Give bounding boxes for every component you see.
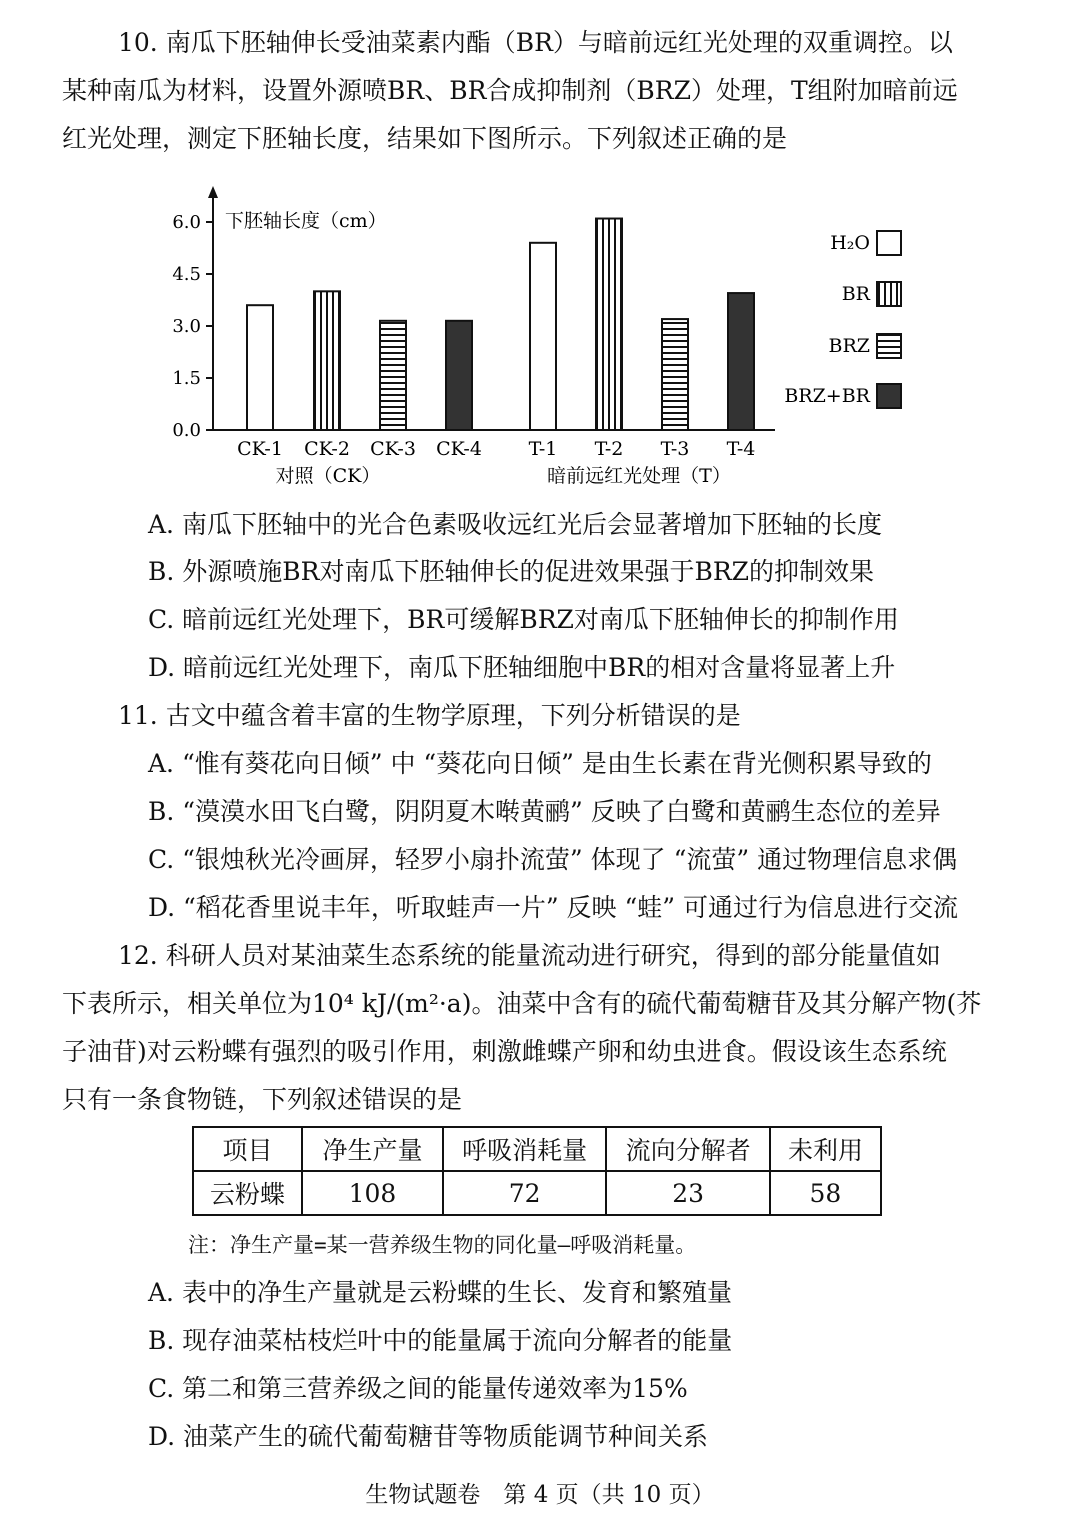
table-header-cell: 呼吸消耗量 bbox=[443, 1127, 606, 1171]
table-cell: 58 bbox=[770, 1171, 881, 1215]
group-label-t: 暗前远红光处理（T） bbox=[547, 465, 731, 487]
bar-ck-3 bbox=[380, 321, 406, 430]
page-footer: 生物试题卷 第 4 页（共 10 页） bbox=[365, 1482, 715, 1508]
legend-swatch bbox=[877, 231, 901, 255]
x-tick-label: CK-3 bbox=[370, 438, 416, 460]
q11-option-c: C. “银烛秋光冷画屏，轻罗小扇扑流萤” 体现了 “流萤” 通过物理信息求偶 bbox=[148, 845, 958, 874]
y-tick-label: 6.0 bbox=[172, 212, 201, 233]
table-cell: 23 bbox=[606, 1171, 769, 1215]
hypocotyl-bar-chart bbox=[150, 182, 930, 512]
table-header-cell: 净生产量 bbox=[302, 1127, 443, 1171]
bar-t-4 bbox=[728, 293, 754, 430]
q10-stem-line-2: 某种南瓜为材料，设置外源喷BR、BR合成抑制剂（BRZ）处理，T组附加暗前远 bbox=[62, 76, 958, 105]
y-tick-label: 1.5 bbox=[172, 368, 201, 389]
q10-stem-line-1: 10. 南瓜下胚轴伸长受油菜素内酯（BR）与暗前远红光处理的双重调控。以 bbox=[118, 28, 953, 57]
x-tick-label: CK-4 bbox=[436, 438, 482, 460]
q12-stem-line-3: 子油苷)对云粉蝶有强烈的吸引作用，刺激雌蝶产卵和幼虫进食。假设该生态系统 bbox=[62, 1037, 947, 1066]
table-note: 注：净生产量=某一营养级生物的同化量—呼吸消耗量。 bbox=[188, 1233, 697, 1257]
legend-label: BR bbox=[841, 283, 870, 305]
table-header-cell: 项目 bbox=[193, 1127, 302, 1171]
x-tick-label: T-3 bbox=[660, 438, 690, 460]
legend-swatch bbox=[877, 334, 901, 358]
bar-t-3 bbox=[662, 319, 688, 430]
table-header-cell: 流向分解者 bbox=[606, 1127, 769, 1171]
q12-stem-line-2: 下表所示，相关单位为10⁴ kJ/(m²·a)。油菜中含有的硫代葡萄糖苷及其分解产物(芥 bbox=[62, 989, 982, 1018]
q12-option-a: A. 表中的净生产量就是云粉蝶的生长、发育和繁殖量 bbox=[148, 1278, 732, 1307]
y-tick-label: 4.5 bbox=[172, 264, 201, 285]
table-cell: 72 bbox=[443, 1171, 606, 1215]
q10-option-c: C. 暗前远红光处理下，BR可缓解BRZ对南瓜下胚轴伸长的抑制作用 bbox=[148, 605, 899, 634]
q11-option-b: B. “漠漠水田飞白鹭，阴阴夏木啭黄鹂” 反映了白鹭和黄鹂生态位的差异 bbox=[148, 797, 941, 826]
legend-swatch bbox=[877, 282, 901, 306]
bar-ck-1 bbox=[247, 305, 273, 430]
q10-option-b: B. 外源喷施BR对南瓜下胚轴伸长的促进效果强于BRZ的抑制效果 bbox=[148, 557, 875, 586]
q10-option-d: D. 暗前远红光处理下，南瓜下胚轴细胞中BR的相对含量将显著上升 bbox=[148, 653, 896, 682]
table-row bbox=[193, 1171, 881, 1215]
q12-option-d: D. 油菜产生的硫代葡萄糖苷等物质能调节种间关系 bbox=[148, 1422, 709, 1451]
bar-t-2 bbox=[596, 219, 622, 430]
table-header-row bbox=[193, 1127, 881, 1171]
q12-stem-line-1: 12. 科研人员对某油菜生态系统的能量流动进行研究，得到的部分能量值如 bbox=[118, 941, 941, 970]
legend-label: BRZ bbox=[828, 335, 870, 357]
legend-label: H₂O bbox=[830, 232, 870, 254]
y-axis-arrow bbox=[208, 186, 218, 198]
x-tick-label: T-2 bbox=[594, 438, 624, 460]
q12-stem-line-4: 只有一条食物链，下列叙述错误的是 bbox=[62, 1085, 463, 1114]
y-tick-label: 3.0 bbox=[172, 316, 201, 337]
table-cell: 云粉蝶 bbox=[193, 1171, 302, 1215]
q11-stem: 11. 古文中蕴含着丰富的生物学原理，下列分析错误的是 bbox=[118, 701, 741, 730]
x-tick-label: CK-2 bbox=[304, 438, 350, 460]
q11-option-a: A. “惟有葵花向日倾” 中 “葵花向日倾” 是由生长素在背光侧积累导致的 bbox=[148, 749, 932, 778]
x-tick-label: CK-1 bbox=[237, 438, 283, 460]
q10-stem-line-3: 红光处理，测定下胚轴长度，结果如下图所示。下列叙述正确的是 bbox=[62, 124, 788, 153]
bar-ck-2 bbox=[314, 291, 340, 430]
x-tick-label: T-1 bbox=[528, 438, 558, 460]
bar-t-1 bbox=[530, 243, 556, 430]
q12-option-c: C. 第二和第三营养级之间的能量传递效率为15% bbox=[148, 1374, 688, 1403]
y-tick-label: 0.0 bbox=[172, 420, 201, 441]
energy-table bbox=[192, 1126, 882, 1216]
legend-swatch bbox=[877, 384, 901, 408]
legend-label: BRZ+BR bbox=[784, 385, 870, 407]
q10-option-a: A. 南瓜下胚轴中的光合色素吸收远红光后会显著增加下胚轴的长度 bbox=[148, 510, 882, 539]
q11-option-d: D. “稻花香里说丰年，听取蛙声一片” 反映 “蛙” 可通过行为信息进行交流 bbox=[148, 893, 959, 922]
x-tick-label: T-4 bbox=[726, 438, 756, 460]
q12-option-b: B. 现存油菜枯枝烂叶中的能量属于流向分解者的能量 bbox=[148, 1326, 733, 1355]
group-label-ck: 对照（CK） bbox=[275, 465, 381, 487]
table-header-cell: 未利用 bbox=[770, 1127, 881, 1171]
bar-ck-4 bbox=[446, 321, 472, 430]
table-cell: 108 bbox=[302, 1171, 443, 1215]
y-axis-label: 下胚轴长度（cm） bbox=[225, 210, 387, 232]
chart-svg bbox=[150, 182, 930, 512]
